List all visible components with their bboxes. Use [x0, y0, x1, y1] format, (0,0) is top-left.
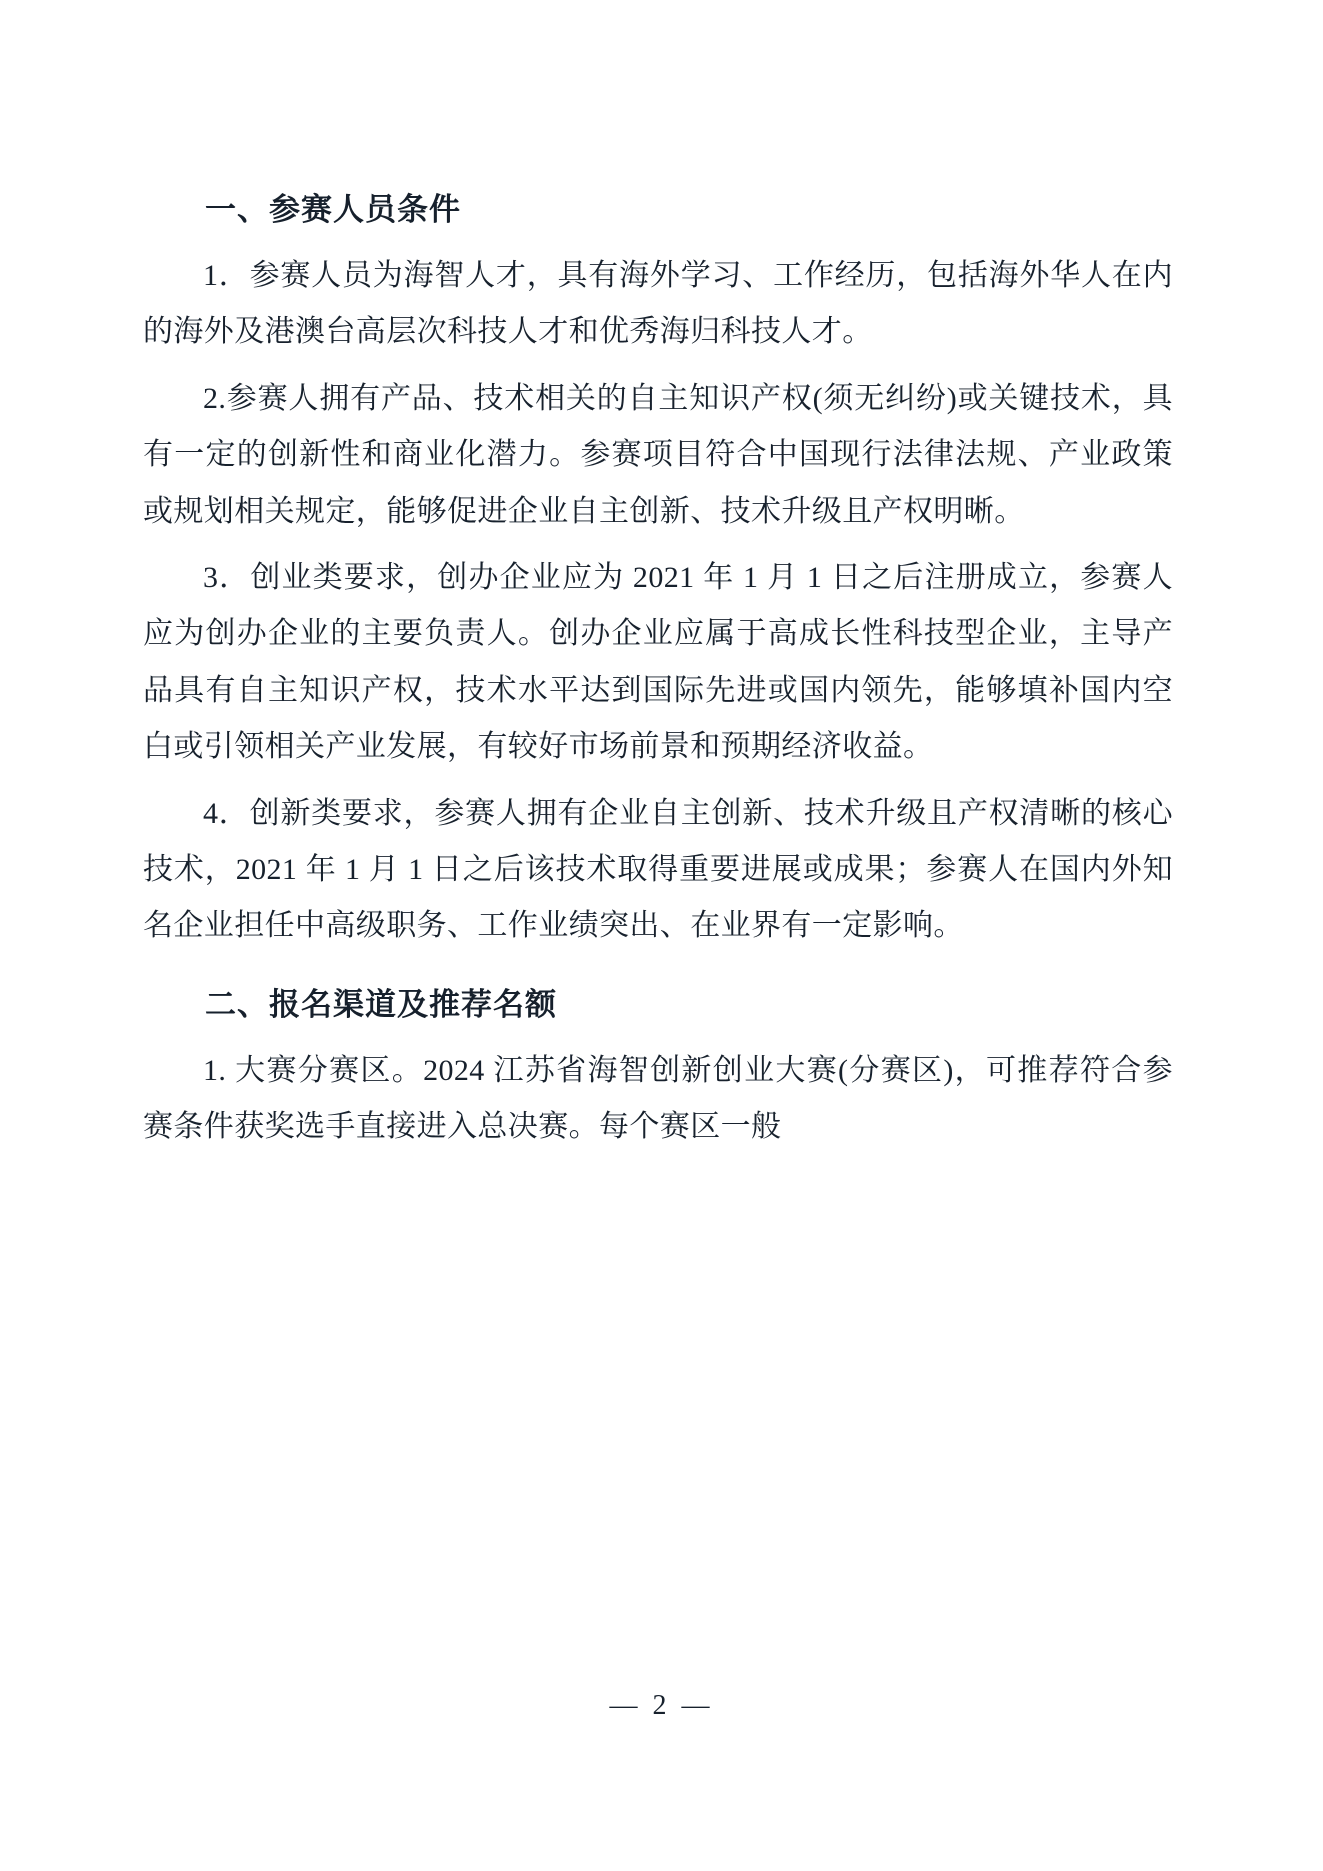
paragraph-1-4: 4．创新类要求，参赛人拥有企业自主创新、技术升级且产权清晰的核心技术，2021 年 1 月 1 日之后该技术取得重要进展或成果；参赛人在国内外知名企业担任中高级职务、工作业绩突出、在业界有一定影响。	[143, 796, 1173, 943]
paragraph-1-3: 3．创业类要求，创办企业应为 2021 年 1 月 1 日之后注册成立，参赛人应为创办企业的主要负责人。创办企业应属于高成长性科技型企业，主导产品具有自主知识产权，技术水平达到国际先进或国内领先，能够填补国内空白或引领相关产业发展，有较好市场前景和预期经济收益。	[143, 561, 1173, 764]
paragraph-1-1: 1．参赛人员为海智人才，具有海外学习、工作经历，包括海外华人在内的海外及港澳台高层次科技人才和优秀海归科技人才。	[143, 259, 1173, 349]
paragraph-1-2: 2.参赛人拥有产品、技术相关的自主知识产权(须无纠纷)或关键技术，具有一定的创新性和商业化潜力。参赛项目符合中国现行法律法规、产业政策或规划相关规定，能够促进企业自主创新、技术升级且产权明晰。	[143, 381, 1173, 528]
page-number: — 2 —	[609, 1690, 714, 1721]
section-heading-2: 二、报名渠道及推荐名额	[205, 986, 557, 1022]
section-heading-1: 一、参赛人员条件	[205, 192, 461, 227]
document-body	[143, 186, 1173, 1156]
paragraph-2-1: 1. 大赛分赛区。2024 江苏省海智创新创业大赛(分赛区)，可推荐符合参赛条件获奖选手直接进入总决赛。每个赛区一般	[143, 1053, 1173, 1144]
